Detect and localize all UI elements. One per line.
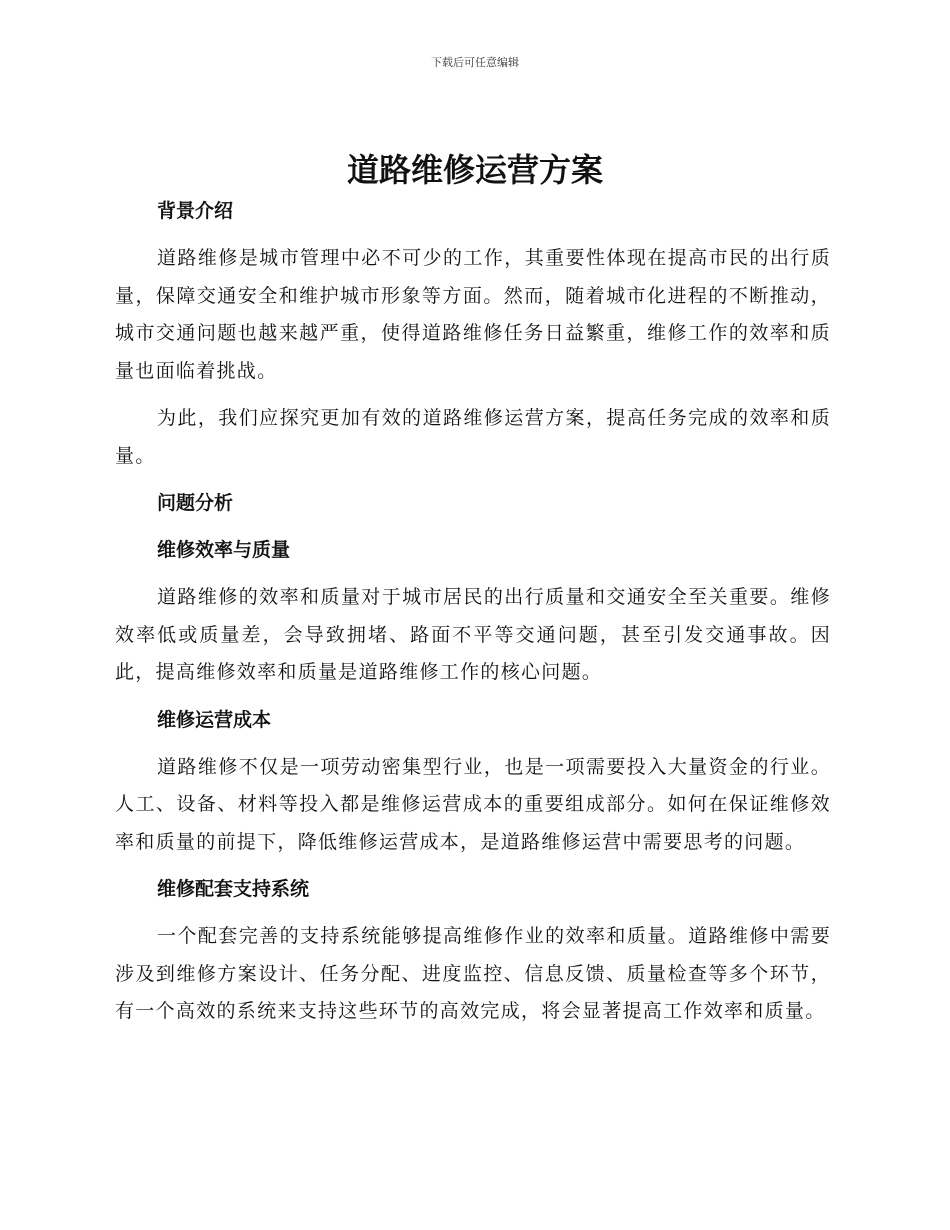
paragraph-efficiency-quality: 道路维修的效率和质量对于城市居民的出行质量和交通安全至关重要。维修效率低或质量差，会导致拥堵、路面不平等交通问题，甚至引发交通事故。因此，提高维修效率和质量是道路维修工作的核心问题。: [115, 586, 831, 683]
section-heading-support-system: 维修配套支持系统: [157, 878, 310, 900]
section-heading-operating-cost: 维修运营成本: [157, 708, 272, 731]
section-heading-background: 背景介绍: [157, 200, 234, 222]
paragraph-background-2: 为此，我们应探究更加有效的道路维修运营方案，提高任务完成的效率和质量。: [115, 407, 831, 467]
document-body: [115, 193, 831, 1041]
paragraph-background-1: 道路维修是城市管理中必不可少的工作，其重要性体现在提高市民的出行质量，保障交通安全和维护城市形象等方面。然而，随着城市化进程的不断推动，城市交通问题也越来越严重，使得道路维修任务日益繁重，维修工作的效率和质量也面临着挑战。: [115, 247, 831, 382]
section-heading-problem-analysis: 问题分析: [157, 492, 234, 514]
paragraph-operating-cost: 道路维修不仅是一项劳动密集型行业，也是一项需要投入大量资金的行业。人工、设备、材料等投入都是维修运营成本的重要组成部分。如何在保证维修效率和质量的前提下，降低维修运营成本，是道路维修运营中需要思考的问题。: [115, 755, 831, 853]
page-header-note: 下载后可任意编辑: [431, 56, 519, 69]
document-title: 道路维修运营方案: [346, 151, 603, 189]
section-heading-efficiency-quality: 维修效率与质量: [157, 539, 291, 561]
paragraph-support-system: 一个配套完善的支持系统能够提高维修作业的效率和质量。道路维修中需要涉及到维修方案设计、任务分配、进度监控、信息反馈、质量检查等多个环节，有一个高效的系统来支持这些环节的高效完成，将会显著提高工作效率和质量。: [115, 925, 831, 1022]
